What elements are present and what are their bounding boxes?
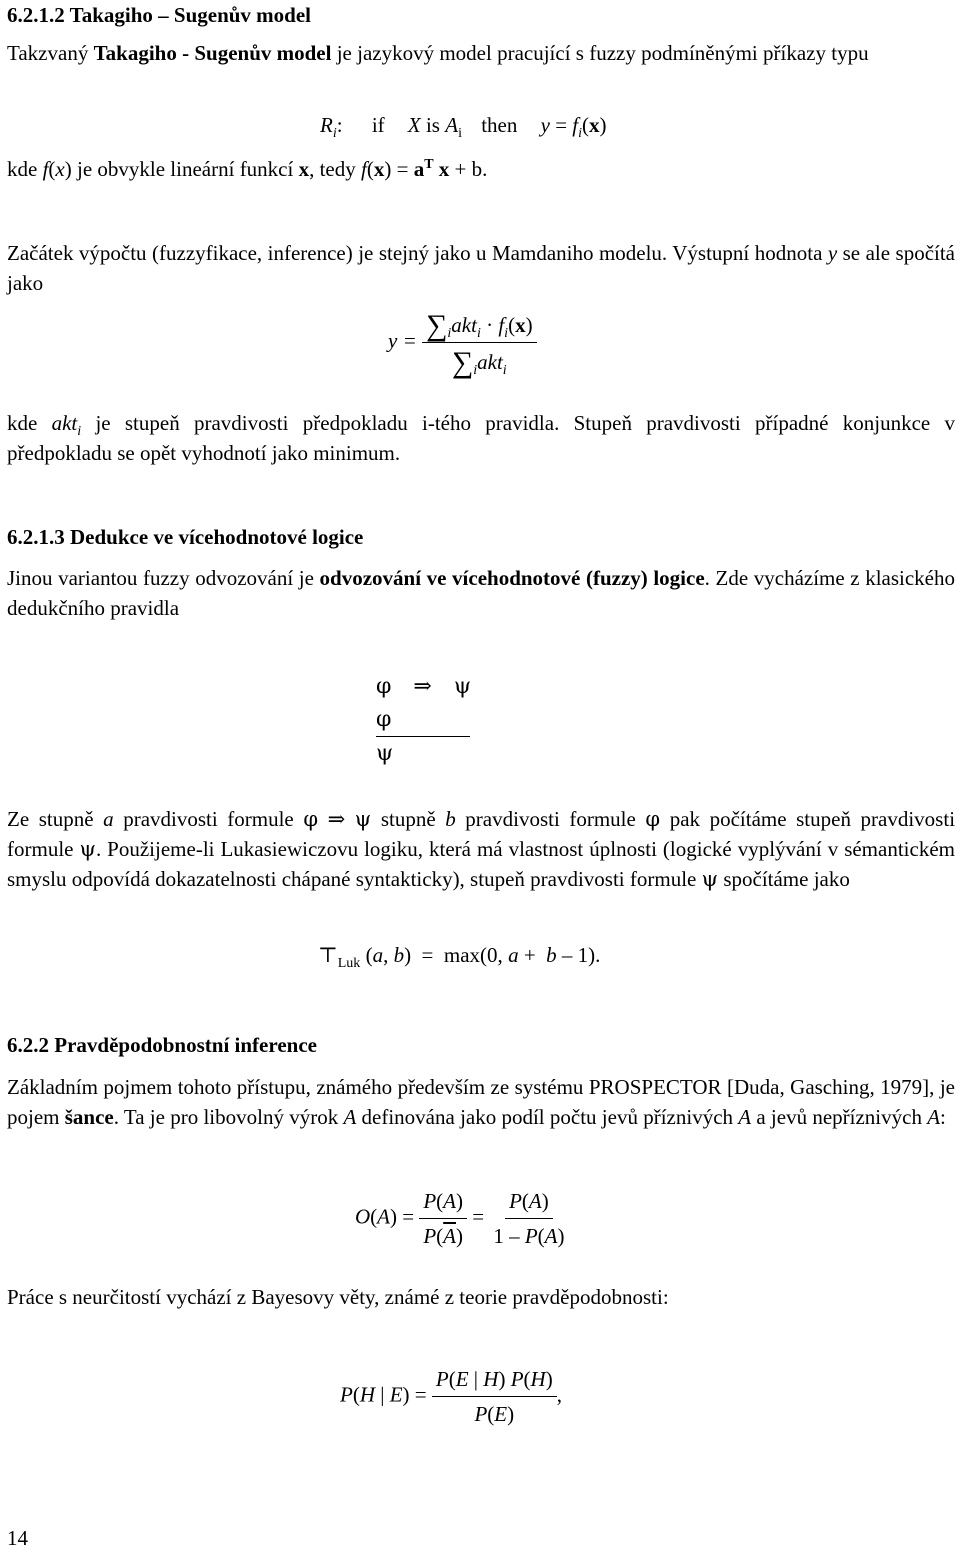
text-span: pravdivosti formule [113, 807, 304, 831]
odds-fraction-1 [419, 1186, 467, 1251]
bayes-formula: P(H | E) = $\frac{P(E | H) P(H)}{P(E)}$ , [340, 1364, 562, 1429]
b-var: b [445, 807, 456, 831]
top-symbol: ⊤ [318, 943, 338, 967]
dot-operator: · [486, 313, 494, 337]
A-var: A [377, 1204, 390, 1229]
formula-fraction [422, 308, 537, 377]
text-span: Základním pojmem tohoto přístupu, známého především ze systému PROSPECTOR [Duda, Gasching, 1979], je pojem [7, 1075, 955, 1129]
text-span: . Použijeme-li Lukasiewiczovu logiku, která má vlastnost úplnosti (logické vyplývání v sémantickém smyslu odpovídá dokazatelnosti chápané syntakticky), stupeň pravdivosti formule [7, 837, 955, 891]
transpose: T [424, 157, 434, 172]
paragraph-akt-definition [7, 408, 955, 468]
given-bar: | [380, 1382, 385, 1407]
text-span: : [940, 1105, 946, 1129]
text-span: Začátek výpočtu (fuzzyfikace, inference) je stejný jako u Mamdaniho modelu. Výstupní hodnota [7, 241, 828, 265]
E-var: E [494, 1402, 508, 1426]
paragraph-takagi-intro [7, 38, 955, 68]
comma: , [556, 1382, 562, 1407]
E-var: E [455, 1367, 469, 1391]
lukasiewicz-formula [318, 940, 600, 970]
y-var: y [827, 241, 838, 265]
A-var: A [544, 1224, 558, 1248]
page-number: 14 [7, 1526, 28, 1550]
rule-f-index: i [578, 126, 583, 142]
minus-sign: – [509, 1224, 520, 1248]
rule-y: y [540, 113, 550, 137]
text-span: – 1). [556, 943, 601, 967]
H-var: H [530, 1367, 546, 1391]
rule-then: then [481, 113, 518, 137]
paragraph-odds-definition [7, 1072, 955, 1132]
text-span: a jevů nepříznivých [751, 1105, 928, 1129]
P-var: P [509, 1189, 522, 1213]
psi-symbol: ψ [354, 807, 372, 831]
eq-sign: = [472, 1204, 485, 1229]
P-var: P [340, 1382, 353, 1407]
sum-symbol: ∑ [451, 346, 474, 379]
rule-eq: = [555, 113, 568, 137]
given-bar: | [473, 1367, 479, 1391]
akt-var: akt [51, 411, 78, 435]
text-span: . Ta je pro libovolný výrok [113, 1105, 344, 1129]
paragraph-bayes-intro: Práce s neurčitostí vychází z Bayesovy věty, známé z teorie pravděpodobnosti: [7, 1285, 669, 1309]
paragraph-lukasiewicz [7, 804, 955, 894]
a-bold: a [413, 157, 425, 181]
text-span: ) je obvykle lineární funkcí [64, 157, 299, 181]
f-var: f [361, 157, 367, 181]
phi-symbol: φ [376, 707, 392, 732]
conclusion-psi [376, 737, 471, 770]
text-span: kde [7, 411, 52, 435]
text-span: pak počítáme stupeň pravdivosti formule [7, 807, 956, 861]
P-var: P [524, 1224, 538, 1248]
P-var: P [510, 1367, 524, 1391]
rule-colon: : [336, 113, 343, 137]
text-span: kde [7, 157, 43, 181]
formula-denominator [448, 343, 511, 377]
text-span: je jazykový model pracující s fuzzy podmíněnými příkazy typu [331, 41, 869, 65]
bayes-fraction [432, 1364, 557, 1429]
x-bold: x [515, 313, 526, 337]
text-span: Ze stupně [7, 807, 104, 831]
akt-index: i [502, 363, 507, 379]
f-var: f [498, 313, 505, 337]
a-var: a [508, 943, 519, 967]
odds-numerator-2: P(A) [505, 1186, 553, 1219]
rule-A: A [445, 113, 459, 137]
text-span: Takzvaný [7, 41, 94, 65]
A-var: A [343, 1105, 357, 1129]
formula-lhs: y = [388, 328, 417, 353]
psi-symbol: ψ [79, 837, 96, 861]
bold-term: odvozování ve vícehodnotové (fuzzy) logice [319, 566, 705, 590]
A-var: A [443, 1189, 456, 1213]
sum-index: i [473, 363, 478, 379]
akt-var: akt [477, 350, 503, 374]
rule-X: X [407, 113, 421, 137]
formula-numerator: $\sum_iakt_i \cdot f_i(x)$ [422, 308, 537, 343]
f-var: f [42, 157, 49, 181]
odds-numerator-1: P(A) [419, 1186, 467, 1219]
text-span: definována jako podíl počtu jevů příznivých [356, 1105, 739, 1129]
linear-function-line: kde f(x) je obvykle lineární funkcí x, tedy $f(x) = a^T$ x + b. [7, 157, 488, 181]
text-span: je stupeň pravdivosti předpokladu i-tého pravidla. Stupeň pravdivosti případné konjunkce v předpokladu se opět vyhodnotí jako minimum. [7, 411, 955, 465]
odds-fraction-2 [489, 1186, 568, 1251]
text-span: Jinou variantou fuzzy odvozování je [7, 566, 320, 590]
paragraph-output-value [7, 238, 955, 298]
akt-index: i [77, 424, 82, 440]
b-var: b [546, 943, 557, 967]
premise-phi [376, 703, 470, 737]
weighted-average-formula [388, 308, 537, 377]
phi-symbol: φ [376, 674, 392, 699]
rule-A-index: i [458, 126, 462, 142]
akt-var: akt [451, 313, 477, 337]
phi-symbol: φ [645, 807, 661, 831]
section-heading-622: 6.2.2 Pravděpodobnostní inference [7, 1033, 317, 1057]
bold-term: šance [64, 1105, 114, 1129]
x-bold: x [373, 157, 385, 181]
A-var: A [738, 1105, 752, 1129]
text-span: + [518, 943, 547, 967]
implies-symbol: ⇒ [413, 674, 432, 699]
text-span: spočítáme jako [718, 867, 850, 891]
text-span: + b. [449, 157, 488, 181]
modus-ponens-rule [376, 670, 471, 770]
H-var: H [483, 1367, 499, 1391]
b-var: b [393, 943, 405, 967]
A-negated-var: $\overline{A}$ [443, 1224, 456, 1248]
text-span: ) = max(0, [404, 943, 509, 967]
psi-symbol: ψ [701, 867, 719, 891]
text-span: ( [360, 943, 373, 967]
sum-symbol: ∑ [426, 309, 448, 342]
H-var: H [359, 1382, 375, 1407]
odds-denominator-2: 1 – P(A) [493, 1224, 565, 1248]
rule-if: if [371, 113, 385, 137]
psi-symbol: ψ [376, 741, 394, 766]
rule-R: R [320, 113, 333, 137]
section-heading-6213: 6.2.1.3 Dedukce ve vícehodnotové logice [7, 525, 364, 549]
akt-index: i [476, 326, 481, 342]
odds-denominator-1: $P(\overline{A})$ [423, 1224, 463, 1248]
psi-symbol: ψ [453, 674, 472, 699]
text-span: se ale spočítá jako [7, 241, 955, 295]
P-var: P [423, 1189, 437, 1213]
bayes-denominator: P(E) [474, 1402, 515, 1426]
A-var: A [927, 1105, 941, 1129]
text-span: . Zde vycházíme z klasického dedukčního pravidla [7, 566, 956, 620]
f-index: i [504, 326, 509, 342]
x-bold: x [438, 157, 450, 181]
eq-sign: = [402, 1204, 415, 1229]
rule-x: x [589, 113, 600, 137]
P-var: P [474, 1402, 488, 1426]
bold-term: Takagiho - Sugenův model [93, 41, 332, 65]
text-span: pravdivosti formule [455, 807, 646, 831]
x-var: x [55, 157, 65, 181]
phi-symbol: φ [303, 807, 319, 831]
rule-is: is [425, 113, 440, 137]
a-var: a [103, 807, 114, 831]
eq-sign: = [414, 1382, 427, 1407]
P-var: P [423, 1224, 437, 1248]
a-var: a [372, 943, 384, 967]
text-span: , tedy [309, 157, 361, 181]
section-heading-6212: 6.2.1.2 Takagiho – Sugenův model [7, 3, 312, 27]
odds-formula: O(A) = $\frac{P(A)}{P(\overline{A})}$ = $\frac{P(A)}{1 - P(A)}$ [355, 1186, 569, 1251]
text-span: stupně [371, 807, 446, 831]
one: 1 [493, 1224, 504, 1248]
text-span: ) = [384, 157, 414, 181]
implies-symbol: ⇒ [327, 807, 346, 831]
E-var: E [389, 1382, 403, 1407]
x-bold: x [298, 157, 310, 181]
sum-index: i [447, 326, 452, 342]
luk-subscript: Luk [337, 956, 361, 972]
text-span: , [383, 943, 394, 967]
A-var: A [528, 1189, 542, 1213]
premise-implication [376, 670, 471, 703]
rule-formula: $R_i$: if X is $A_i$ then $y = f_i(x)$ [320, 113, 607, 142]
paragraph-multivalued-logic [7, 563, 955, 623]
bayes-numerator: P(E | H) P(H) [432, 1364, 557, 1397]
rule-f: f [572, 113, 579, 137]
O-var: O [355, 1204, 371, 1229]
rule-index: i [332, 126, 337, 142]
P-var: P [435, 1367, 449, 1391]
